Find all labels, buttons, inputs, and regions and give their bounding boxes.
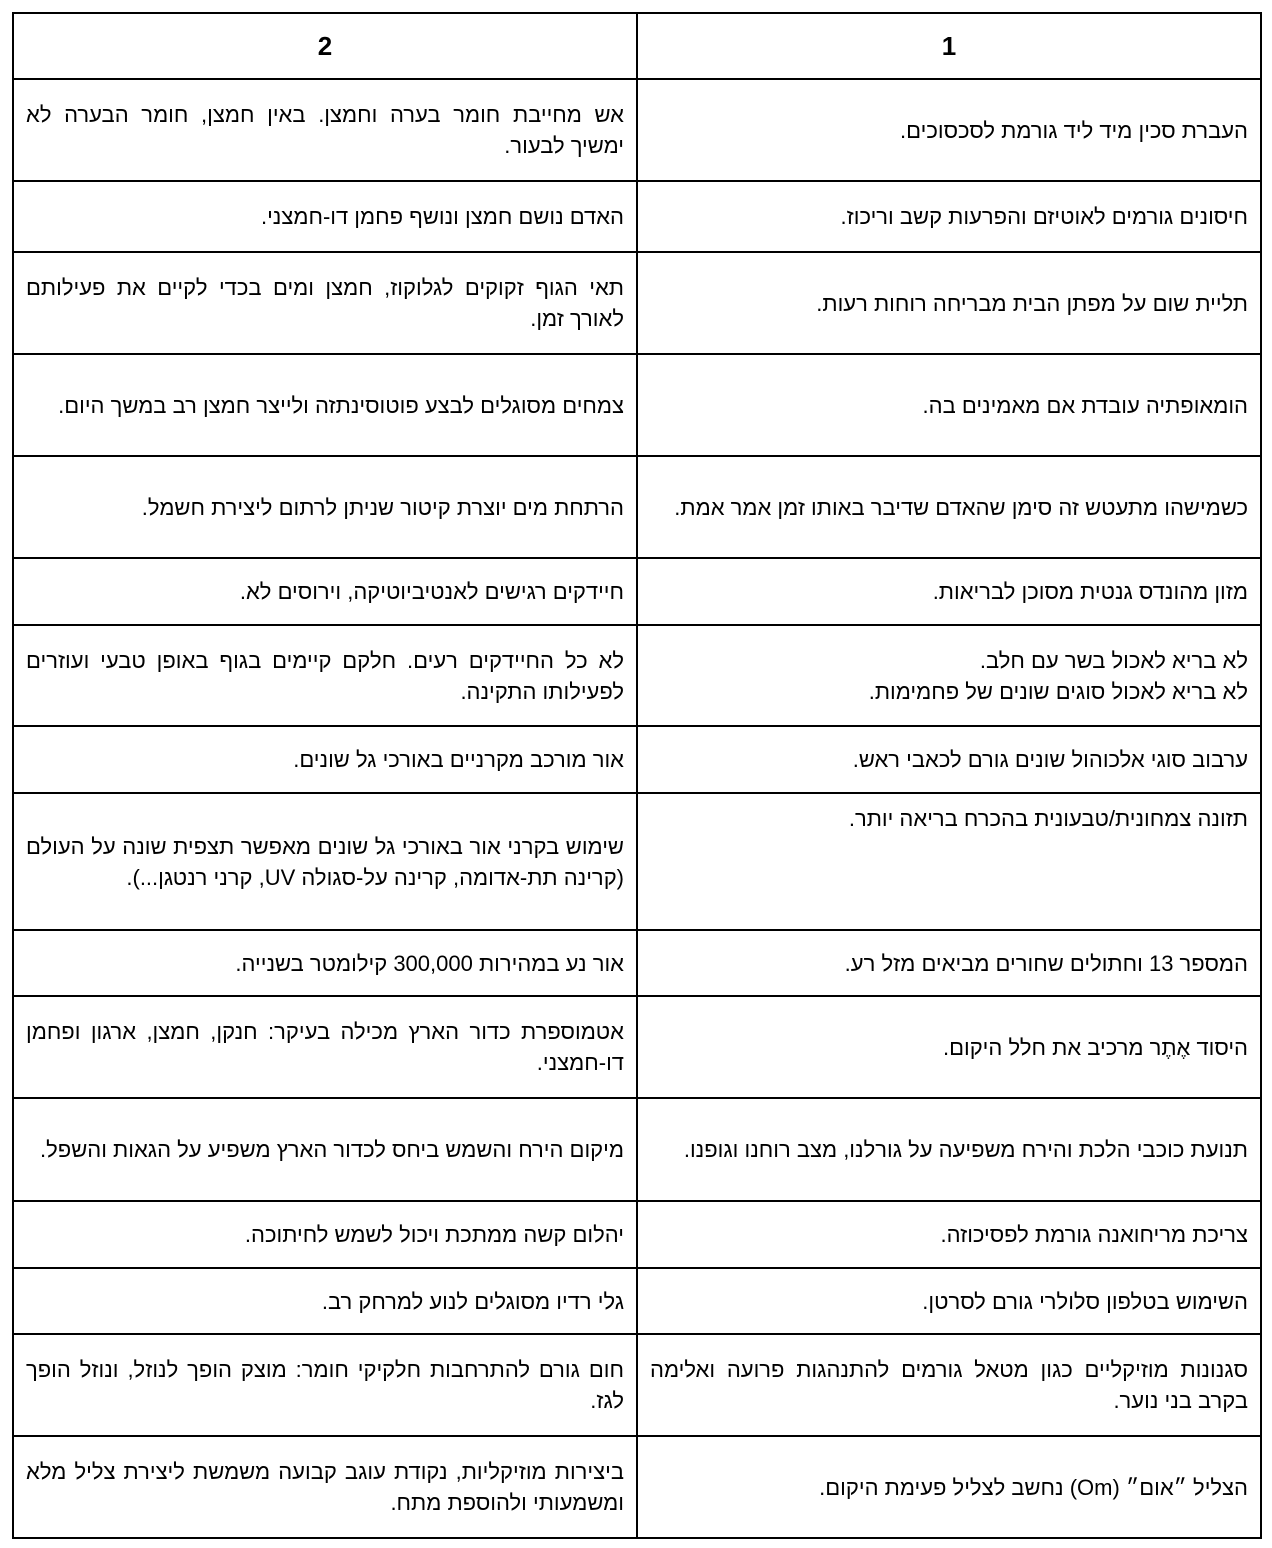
table-row: [13, 793, 1261, 930]
table-cell-col1: כשמישהו מתעטש זה סימן שהאדם שדיבר באותו זמן אמר אמת.: [637, 456, 1261, 558]
table-body: [13, 79, 1261, 1538]
comparison-table: [12, 12, 1262, 1539]
table-row: [13, 354, 1261, 456]
table-cell-col2: מיקום הירח והשמש ביחס לכדור הארץ משפיע על הגאות והשפל.: [13, 1098, 637, 1201]
table-row: [13, 456, 1261, 558]
table-cell-col1: השימוש בטלפון סלולרי גורם לסרטן.: [637, 1268, 1261, 1334]
table-cell-col1: המספר 13 וחתולים שחורים מביאים מזל רע.: [637, 930, 1261, 996]
table-cell-col2: תאי הגוף זקוקים לגלוקוז, חמצן ומים בכדי לקיים את פעילותם לאורך זמן.: [13, 252, 637, 354]
table-row: [13, 1334, 1261, 1436]
table-row: [13, 252, 1261, 354]
table-row: [13, 625, 1261, 726]
table-row: [13, 79, 1261, 181]
table-row: [13, 726, 1261, 793]
table-cell-col2: אש מחייבת חומר בערה וחמצן. באין חמצן, חומר הבערה לא ימשיך לבעור.: [13, 79, 637, 181]
table-cell-col1: תליית שום על מפתן הבית מבריחה רוחות רעות.: [637, 252, 1261, 354]
table-cell-col1: חיסונים גורמים לאוטיזם והפרעות קשב וריכוז.: [637, 181, 1261, 252]
table-row: [13, 1436, 1261, 1538]
table-cell-col2: אטמוספרת כדור הארץ מכילה בעיקר: חנקן, חמצן, ארגון ופחמן דו-חמצני.: [13, 996, 637, 1098]
table-cell-col1: העברת סכין מיד ליד גורמת לסכסוכים.: [637, 79, 1261, 181]
column-header-1: 1: [637, 13, 1261, 79]
table-row: [13, 181, 1261, 252]
table-cell-col1: סגנונות מוזיקליים כגון מטאל גורמים להתנהגות פרועה ואלימה בקרב בני נוער.: [637, 1334, 1261, 1436]
table-cell-col2: חיידקים רגישים לאנטיביוטיקה, וירוסים לא.: [13, 558, 637, 625]
table-row: [13, 558, 1261, 625]
table-row: [13, 996, 1261, 1098]
table-row: [13, 1201, 1261, 1268]
table-cell-col2: לא כל החיידקים רעים. חלקם קיימים בגוף באופן טבעי ועוזרים לפעילותו התקינה.: [13, 625, 637, 726]
table-cell-col2: ביצירות מוזיקליות, נקודת עוגב קבועה משמשת ליצירת צליל מלא ומשמעותי ולהוספת מתח.: [13, 1436, 637, 1538]
table-cell-col1: מזון מהונדס גנטית מסוכן לבריאות.: [637, 558, 1261, 625]
table-row: [13, 1098, 1261, 1201]
table-cell-col2: יהלום קשה ממתכת ויכול לשמש לחיתוכה.: [13, 1201, 637, 1268]
table-cell-col1: הומאופתיה עובדת אם מאמינים בה.: [637, 354, 1261, 456]
table-cell-col2: אור נע במהירות 300,000 קילומטר בשנייה.: [13, 930, 637, 996]
table-cell-col2: הרתחת מים יוצרת קיטור שניתן לרתום ליצירת חשמל.: [13, 456, 637, 558]
table-cell-col1: הצליל ״אום״ (Om) נחשב לצליל פעימת היקום.: [637, 1436, 1261, 1538]
table-row: [13, 930, 1261, 996]
table-cell-col1: תנועת כוכבי הלכת והירח משפיעה על גורלנו, מצב רוחנו וגופנו.: [637, 1098, 1261, 1201]
table-cell-col1: תזונה צמחונית/טבעונית בהכרח בריאה יותר.: [637, 793, 1261, 930]
table-cell-col2: חום גורם להתרחבות חלקיקי חומר: מוצק הופך לנוזל, ונוזל הופך לגז.: [13, 1334, 637, 1436]
header-row: [13, 13, 1261, 79]
table-cell-col1: ערבוב סוגי אלכוהול שונים גורם לכאבי ראש.: [637, 726, 1261, 793]
table-cell-col2: שימוש בקרני אור באורכי גל שונים מאפשר תצפית שונה על העולם (קרינה תת-אדומה, קרינה על-סגולה UV, קרני רנטגן...).: [13, 793, 637, 930]
table-cell-col2: צמחים מסוגלים לבצע פוטוסינתזה ולייצר חמצן רב במשך היום.: [13, 354, 637, 456]
column-header-2: 2: [13, 13, 637, 79]
table-cell-col1: לא בריא לאכול בשר עם חלב. לא בריא לאכול סוגים שונים של פחמימות.: [637, 625, 1261, 726]
table-cell-col2: אור מורכב מקרניים באורכי גל שונים.: [13, 726, 637, 793]
table-row: [13, 1268, 1261, 1334]
table-cell-col2: גלי רדיו מסוגלים לנוע למרחק רב.: [13, 1268, 637, 1334]
table-cell-col1: צריכת מריחואנה גורמת לפסיכוזה.: [637, 1201, 1261, 1268]
table-cell-col1: היסוד אֶתֶר מרכיב את חלל היקום.: [637, 996, 1261, 1098]
table-cell-col2: האדם נושם חמצן ונושף פחמן דו-חמצני.: [13, 181, 637, 252]
